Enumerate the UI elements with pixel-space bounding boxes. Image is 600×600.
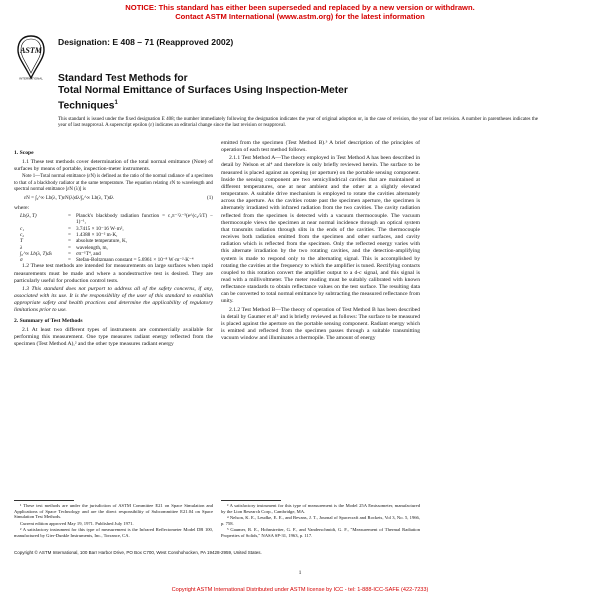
footnote-1: ¹ These test methods are under the jurisdiction of ASTM Committee E21 on Space Simulation and Applications of Space Technology and are the direct responsibility of Subcommittee E21.04 on Space Simulation Test Methods. — [14, 503, 213, 520]
title-footnote-mark: 1 — [114, 100, 118, 106]
variable-definition: absolute temperature, K, — [76, 238, 127, 245]
equals-sign: = — [68, 244, 71, 251]
variable-symbol: ∫₀^∞ Lb(λ, T)dλ — [20, 250, 52, 257]
variable-definition: Stefan-Boltzmann constant = 5.6961 × 10⁻⁸ W·m⁻²·K⁻⁴ — [76, 257, 194, 264]
variable-row — [20, 213, 213, 226]
variable-definition: σπ⁻¹T⁴, and — [76, 250, 101, 257]
footnote-1-edition: Current edition approved May 19, 1971. Published July 1971. — [20, 520, 134, 526]
variable-symbol: c₂ — [20, 231, 25, 238]
paragraph-1-2: 1.2 These test methods are intended for measurements on large surfaces when rapid measurements must be made and where a nondestructive test is desired. They are particularly useful for production control tests. — [14, 263, 213, 284]
designation: Designation: E 408 – 71 (Reapproved 2002) — [58, 37, 234, 47]
title-line-2: Total Normal Emittance of Surfaces Using Inspection-Meter — [58, 85, 348, 96]
astm-logo — [16, 34, 46, 80]
paragraph-1-3: 1.3 This standard does not purport to address all of the safety concerns, if any, associated with its use. It is the responsibility of the user of this standard to establish appropriate safety and health practices and determine the applicability of regulatory limitations prior to use. — [14, 285, 213, 314]
equals-sign: = — [68, 250, 71, 257]
distribution-notice: Copyright ASTM International Distributed under ASTM license by ICC - tel: 1-888-ICC-SAFE (422-7233) — [171, 587, 429, 593]
supersede-notice — [0, 3, 600, 21]
paragraph-continued: emitted from the specimen (Test Method B).³ A brief description of the principles of operation of each test method follows. — [221, 140, 420, 154]
variable-definition: 1.4388 × 10⁻² m·K, — [76, 231, 118, 238]
notice-line-2: Contact ASTM International (www.astm.org) for the latest information — [175, 12, 425, 21]
where-label: where: — [14, 204, 30, 211]
right-column — [221, 140, 420, 343]
paragraph-2-1-1: 2.1.1 Test Method A—The theory employed in Test Method A has been described in detail by Nelson et al⁴ and therefore is only briefly reviewed herein. The surface to be measured is placed against an opening (or aperture) on the portable sensing component. Inside the sensing component are two semicylindrical cavities that are maintained at different temperatures, one at near ambient and the other at a slightly elevated temperature. A suitable drive mechanism is employed to rotate the cavities alternately across the aperture. As the cavities rotate past the specimen aperture, the specimen is alternately irradiated with infrared radiation from the two cavities. The cavity radiation reflected from the specimen is detected with a vacuum thermocouple. The vacuum thermocouple views the specimen at near normal incidence through an optical system that transmits radiation through slits in the ends of the cavities. The thermocouple receives both radiation emitted from the specimen and other surfaces, and cavity radiation which is reflected from the specimen. Only the reflected energy varies with this alternate irradiation by the two rotating cavities, and the detection-amplifying system is made to respond only to the alternating signal. This is accomplished by rotating the cavities at the frequency to which the amplifier is tuned. Rectifying contacts coupled to this rotation convert the amplifier output to a d-c signal, and this signal is read with a millivoltmeter. The meter reading must be suitably calibrated with known reflectance standards to obtain reflectance values on the test surface. The resulting data can be converted to total normal emittance by subtracting the measured reflectance from unity. — [221, 155, 420, 305]
title-line-1: Standard Test Methods for — [58, 73, 188, 84]
equals-sign: = — [68, 231, 71, 238]
logo-subtext: INTERNATIONAL — [19, 76, 43, 80]
footnote-rule-left — [14, 500, 74, 501]
page-number: 1 — [298, 570, 302, 576]
variable-symbol: c₁ — [20, 225, 25, 232]
left-column — [14, 147, 213, 349]
variable-symbol: σ — [20, 257, 23, 264]
variable-symbol: λ — [20, 244, 23, 251]
issuance-statement: This standard is issued under the fixed designation E 408; the number immediately following the designation indicates the year of original adoption or, in the case of revision, the year of last revision. A number in parentheses indicates the year of last reapproval. A superscript epsilon (ε) indicates an editorial change since the last revision or reapproval. — [58, 117, 538, 129]
paragraph-1-1: 1.1 These test methods cover determination of the total normal emittance (Note) of surfaces by means of portable, inspection-meter instruments. — [14, 159, 213, 173]
copyright-line: Copyright © ASTM International, 100 Barr Harbor Drive, PO Box C700, West Conshohocken, PA 19428-2959, United States. — [14, 550, 262, 555]
equals-sign: = — [68, 238, 71, 245]
equation-1 — [24, 195, 213, 202]
variable-symbol: T — [20, 238, 23, 245]
equals-sign: = — [68, 257, 71, 264]
note-1: Note 1—Total normal emittance (εN) is defined as the ratio of the normal radiance of a specimen to that of a blackbody radiator at the same temperature. The equation relating εN to wavelength and spectral normal emittance [εN (λ)] is — [14, 174, 213, 192]
logo-text: ASTM — [20, 46, 42, 55]
footnote-rule-right — [221, 500, 281, 501]
scope-heading: 1. Scope — [14, 150, 34, 156]
variable-definition: 3.7415 × 10⁻16 W·m², — [76, 225, 124, 232]
footnotes-right — [221, 503, 420, 540]
paragraph-2-1-2: 2.1.2 Test Method B—The theory of operation of Test Method B has been described in detail by Gaumer et al⁵ and is briefly reviewed as follows: The surface to be measured is placed against the aperture on the portable sensing component. Radiant energy which is emitted and reflected from the specimen passes through a suitable transmitting vacuum window and illuminates a thermopile. The amount of energy — [221, 306, 420, 342]
paragraph-2-1: 2.1 At least two different types of instruments are commercially available for performing this measurement. One type measures radiant energy reflected from the specimen (Test Method A),² and the other type measures radiant energy — [14, 326, 213, 347]
variable-definitions — [20, 213, 213, 263]
equals-sign: = — [68, 213, 71, 220]
document-title — [58, 73, 458, 112]
footnotes-left — [14, 503, 213, 540]
summary-heading: 2. Summary of Test Methods — [14, 317, 83, 324]
footnote-5: ⁵ Gaumer, R. E., Hohnstreiter, G. F., and Vanderschmidt, G. F., "Measurement of Thermal Radiation Properties of Solids," NASA SP-31, 1963, p. 117. — [221, 527, 420, 538]
equals-sign: = — [68, 225, 71, 232]
title-line-3: Techniques — [58, 100, 115, 112]
footnote-3: ³ A satisfactory instrument for this type of measurement is the Model 25A Emissometer, manufactured by the Lion Research Corp., Cambridge, MA. — [221, 503, 420, 514]
variable-symbol: Lb(λ, T) — [20, 213, 37, 220]
variable-definition: wavelength, m, — [76, 244, 108, 251]
equation-text: εN = ∫₀^∞ Lb(λ, T)εN(λ)dλ/∫₀^∞ Lb(λ, T)dλ — [24, 194, 114, 201]
equation-number: (1) — [207, 194, 213, 201]
footnote-4: ⁴ Nelson, K. E., Leudke, E. E., and Bevans, J. T., Journal of Spacecraft and Rockets, Vol 3, No. 5, 1966, p. 758. — [221, 515, 420, 526]
footnote-2: ² A satisfactory instrument for this type of measurement is the Infrared Reflectometer Model DB 100, manufactured by Gier-Dunkle Instruments, Inc., Torrance, CA. — [14, 527, 213, 538]
variable-definition: Planck's blackbody radiation function = c₁π⁻¹λ⁻⁵(e^(c₂/λT) − 1)⁻¹, — [76, 213, 213, 226]
notice-line-1: NOTICE: This standard has either been superseded and replaced by a new version or withdrawn. — [125, 3, 475, 12]
